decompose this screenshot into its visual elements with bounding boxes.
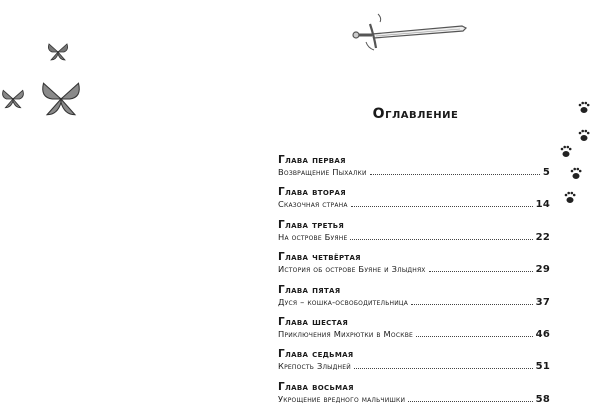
chapter-subtitle: Приключения Михрютки в Москве <box>278 328 413 339</box>
toc-entry[interactable] <box>278 284 550 316</box>
page-number: 37 <box>535 296 550 308</box>
toc-list <box>278 154 550 413</box>
dot-leader <box>351 205 533 207</box>
dot-leader <box>411 303 533 305</box>
chapter-subtitle: Сказочная страна <box>278 199 348 210</box>
toc-entry[interactable] <box>278 348 550 380</box>
toc-entry[interactable] <box>278 381 550 413</box>
page-number: 51 <box>535 361 550 373</box>
butterfly-icon <box>46 40 70 64</box>
chapter-subtitle: Возвращение Пыхалки <box>278 167 367 177</box>
chapter-label: Глава четвёртая <box>278 251 361 264</box>
toc-entry[interactable] <box>278 316 550 348</box>
chapter-label: Глава седьмая <box>278 348 354 361</box>
toc-entry[interactable] <box>278 186 550 218</box>
sword-icon <box>352 4 472 54</box>
dot-leader <box>416 335 533 337</box>
chapter-subtitle: Крепость Злыдней <box>278 361 351 372</box>
chapter-label: Глава шестая <box>278 315 349 328</box>
toc-title: Оглавление <box>372 106 459 122</box>
page-number: 58 <box>535 393 550 405</box>
page-number: 5 <box>542 167 550 178</box>
dot-leader <box>370 173 540 175</box>
toc-entry[interactable] <box>278 154 550 186</box>
dot-leader <box>350 238 532 240</box>
chapter-label: Глава пятая <box>278 283 341 296</box>
page-number: 22 <box>535 231 550 243</box>
toc-entry[interactable] <box>278 251 550 283</box>
dot-leader <box>429 270 533 272</box>
page-number: 29 <box>535 264 550 276</box>
chapter-subtitle: Укрощение вредного мальчишки <box>278 393 406 404</box>
chapter-label: Глава третья <box>278 218 345 231</box>
toc-entry[interactable] <box>278 219 550 251</box>
chapter-label: Глава вторая <box>278 186 346 199</box>
page-number: 46 <box>535 328 550 340</box>
chapter-subtitle: На острове Буяне <box>278 231 348 242</box>
chapter-label: Глава первая <box>278 154 346 166</box>
chapter-subtitle: История об острове Буяне и Злыднях <box>278 264 426 275</box>
dot-leader <box>408 400 532 402</box>
dot-leader <box>354 367 533 369</box>
chapter-subtitle: Дуся – кошка-освободительница <box>278 296 409 307</box>
page-number: 14 <box>535 199 550 211</box>
chapter-label: Глава восьмая <box>278 380 354 393</box>
